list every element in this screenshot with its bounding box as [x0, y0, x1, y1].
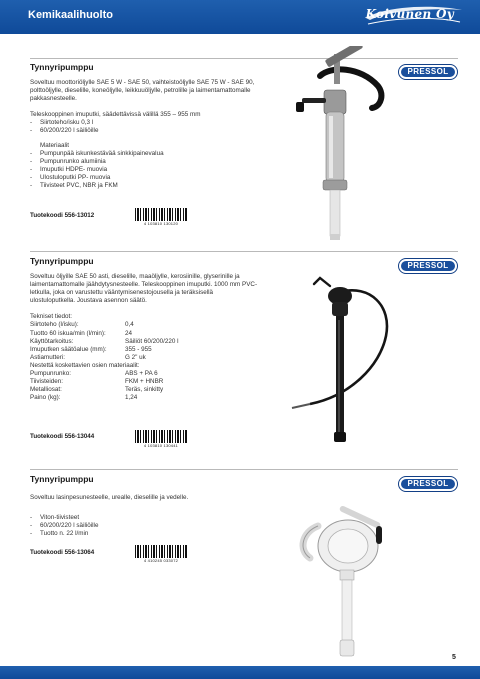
- lever-pump-image: [290, 46, 394, 244]
- spec-key: Käyttötarkoitus:: [30, 337, 74, 345]
- spec-value: ABS + PA 6: [125, 370, 158, 378]
- spec-value: 1,24: [125, 394, 138, 402]
- spec-value: 0,4: [125, 321, 134, 329]
- pressol-badge: PRESSOL: [398, 258, 458, 274]
- section-divider: [30, 251, 458, 252]
- spec-key: Imuputken säätöalue (mm):: [30, 345, 107, 353]
- list-item: - Tiivisteet PVC, NBR ja FKM: [30, 182, 258, 190]
- barcode-bars: [135, 545, 187, 558]
- list-item: - Imuputki HDPE- muovia: [30, 166, 258, 174]
- barcode-bars: [135, 208, 187, 221]
- brand-name: Koivunen Oy: [365, 7, 454, 21]
- section-heading: Kemikaalihuolto: [28, 9, 113, 21]
- spec-value: 24: [125, 329, 133, 337]
- specs-table: [30, 321, 258, 361]
- materials-list: [30, 150, 258, 190]
- page-number: 5: [452, 654, 456, 661]
- list-item: - 60/200/220 l säiliöille: [30, 127, 258, 135]
- list-item: - Viton-tiivisteet: [30, 514, 258, 522]
- pressol-badge: PRESSOL: [398, 476, 458, 492]
- barcode: [135, 545, 187, 563]
- rotary-pump-image: [280, 504, 400, 660]
- product-title: Tynnyripumppu: [30, 62, 94, 72]
- pressol-badge: PRESSOL: [398, 64, 458, 80]
- page-header: [0, 0, 480, 34]
- hose-pump-image: [280, 276, 398, 452]
- barcode-bars: [135, 430, 187, 443]
- spec-key: Tuotto 60 iskua/min (l/min):: [30, 329, 106, 337]
- spec-value: G 2" uk: [125, 353, 146, 361]
- barcode-digits: 4 103810 130120: [143, 221, 179, 226]
- page-footer-bar: [0, 666, 480, 679]
- feature-list: [30, 119, 258, 135]
- product-title: Tynnyripumppu: [30, 474, 94, 484]
- feature-list: [30, 514, 258, 538]
- specs-heading: Tekniset tiedot:: [30, 313, 73, 321]
- spec-key: Siirtoteho (l/isku):: [30, 321, 79, 329]
- spec-key: Astiamutteri:: [30, 353, 65, 361]
- product-description: Soveltuu öljyille SAE 50 asti, dieselille, maaöljylle, kerosiinille, glyserinille ja laimentamattomalle jäähdytysnesteelle. Teleskooppinen imuputki. 1000 mm PVC- letkulla, joka on varustettu vääntymisenestojousella ja teräksisellä ulostuloputkella. Joustava asennon säätö. Tekniset tiedot: Siirtoteho (l/isku): 0,4 Tuotto 60 iskua/min (l/min): 24 Käyttötarkoitus: Säiliöt 60/200/220 l Imuputken säätöalue (mm): 355 - 955 Astiamutteri: G 2" uk Nestettä koskettavien osien materiaalit: Pumpunrunko: ABS + PA 6 Tiivisteiden: FKM + HNBR Metalliosat: Teräs, sinkitty Paino (kg): 1,24: [30, 273, 258, 402]
- product-description: Soveltuu lasinpesunesteelle, urealle, dieselille ja vedelle. - Viton-tiivisteet - 60/200/220 l säiliöille - Tuotto n. 22 l/min: [30, 494, 258, 538]
- spec-value: FKM + HNBR: [125, 378, 164, 386]
- product-code: Tuotekoodi 556-13064: [30, 549, 95, 556]
- list-item: - Pumpunpää iskunkestävää sinkkipainevalua: [30, 150, 258, 158]
- materials-table: [30, 370, 258, 402]
- spec-key: Pumpunrunko:: [30, 370, 71, 378]
- spec-value: 355 - 955: [125, 345, 152, 353]
- list-item: - 60/200/220 l säiliöille: [30, 522, 258, 530]
- barcode: [135, 208, 187, 226]
- section-divider: [30, 469, 458, 470]
- materials-heading: Materiaalit: [40, 141, 70, 149]
- list-item: - Tuotto n. 22 l/min: [30, 530, 258, 538]
- spec-key: Metalliosat:: [30, 386, 62, 394]
- list-item: - Pumpunrunko alumiinia: [30, 158, 258, 166]
- product-code: Tuotekoodi 556-13012: [30, 212, 95, 219]
- spec-value: Teräs, sinkitty: [125, 386, 164, 394]
- list-item: - Siirtoteho/isku 0,3 l: [30, 119, 258, 127]
- spec-key: Tiivisteiden:: [30, 378, 64, 386]
- spec-key: Paino (kg):: [30, 394, 61, 402]
- list-item: - Ulostuloputki PP- muovia: [30, 174, 258, 182]
- materials-intro: Nestettä koskettavien osien materiaalit:: [30, 361, 140, 369]
- product-description: Soveltuu moottoriöljylle SAE 5 W - SAE 50, vaihteistoöljylle SAE 75 W - SAE 90, polttoöljylle, dieselille, koneöljylle, leikkuuöljylle, petrolille ja laimentamattomalle pakkasnesteelle. Teleskooppinen imuputki, säädettävissä välillä 355 – 955 mm - Siirtoteho/isku 0,3 l - 60/200/220 l säiliöille Materiaalit - Pumpunpää iskunkestävää sinkkipainevalua - Pumpunrunko alumiinia - Imuputki HDPE- muovia - Ulostuloputki PP- muovia - Tiivisteet PVC, NBR ja FKM: [30, 79, 258, 190]
- spec-value: Säiliöt 60/200/220 l: [125, 337, 179, 345]
- product-code: Tuotekoodi 556-13044: [30, 433, 95, 440]
- barcode-digits: 4 103810 130441: [143, 443, 179, 448]
- barcode-digits: 4 410245 033072: [143, 558, 179, 563]
- product-title: Tynnyripumppu: [30, 256, 94, 266]
- barcode: [135, 430, 187, 448]
